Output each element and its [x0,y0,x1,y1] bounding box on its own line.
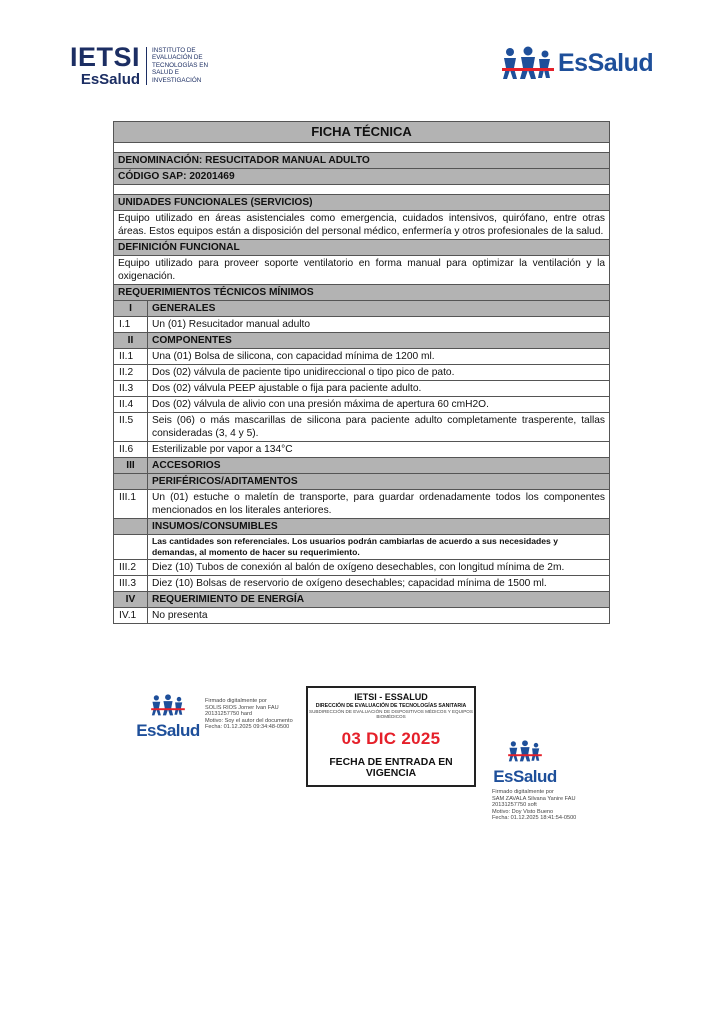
stamp-title: IETSI - ESSALUD [354,692,428,702]
unidades-heading: UNIDADES FUNCIONALES (SERVICIOS) [114,195,610,211]
item-text: Diez (10) Bolsas de reservorio de oxígeno desechables; capacidad mínima de 1500 ml. [148,576,610,592]
subsection-label: PERIFÉRICOS/ADITAMENTOS [148,474,610,490]
item-number: II.3 [114,381,148,397]
item-text: Esterilizable por vapor a 134°C [148,442,610,458]
essalud-signature-logo [492,740,558,787]
item-number: III.2 [114,560,148,576]
blank-row [114,185,610,195]
stamp-direction: DIRECCIÓN DE EVALUACIÓN DE TECNOLOGÍAS SANITARIA [315,703,467,709]
essalud-signature-word: EsSalud [136,721,200,740]
ietsi-logo-sub: EsSalud [80,71,141,88]
section-label: GENERALES [148,301,610,317]
item-number: IV.1 [114,608,148,624]
item-number: I.1 [114,317,148,333]
section-number: II [114,333,148,349]
section-label: COMPONENTES [148,333,610,349]
item-number: II.5 [114,413,148,442]
item-text: Una (01) Bolsa de silicona, con capacidad mínima de 1200 ml. [148,349,610,365]
item-text: Dos (02) válvula de alivio con una presión máxima de apertura 60 cmH2O. [148,397,610,413]
section-number: I [114,301,148,317]
family-icon [507,740,543,762]
stamp-date: 03 DIC 2025 [341,729,441,748]
empty-cell [114,474,148,490]
section-number: III [114,458,148,474]
item-number: II.4 [114,397,148,413]
stamp-footer: FECHA DE ENTRADA EN VIGENCIA [329,757,453,779]
item-text: Diez (10) Tubos de conexión al balón de oxígeno desechables, con longitud mínima de 2m. [148,560,610,576]
subsection-label: INSUMOS/CONSUMIBLES [148,519,610,535]
item-number: II.2 [114,365,148,381]
codigo-sap: CÓDIGO SAP: 20201469 [114,169,610,185]
empty-cell [114,519,148,535]
denominacion: DENOMINACIÓN: RESUCITADOR MANUAL ADULTO [114,153,610,169]
unidades-text: Equipo utilizado en áreas asistenciales como emergencia, cuidados intensivos, quirófano, entre otras áreas. Estos equipos están a disposición del personal médico, enfermería y otros profesionales de la salud. [114,211,610,240]
item-number: II.1 [114,349,148,365]
blank-row [114,143,610,153]
item-number: II.6 [114,442,148,458]
definicion-text: Equipo utilizado para proveer soporte ventilatorio en forma manual para optimizar la ventilación y la oxigenación. [114,256,610,285]
digital-signature-right [492,740,576,822]
essalud-signature-word: EsSalud [493,767,557,786]
item-number: III.3 [114,576,148,592]
section-label: REQUERIMIENTO DE ENERGÍA [148,592,610,608]
item-text: Dos (02) válvula PEEP ajustable o fija para paciente adulto. [148,381,610,397]
item-text: No presenta [148,608,610,624]
ietsi-logo-big: IETSI [70,42,141,72]
essalud-signature-logo [135,694,201,741]
item-text: Un (01) Resucitador manual adulto [148,317,610,333]
digital-signature-left [135,694,293,741]
item-text: Seis (06) o más mascarillas de silicona para paciente adulto completamente trasperente, tallas consideradas (3, 4 y 5). [148,413,610,442]
empty-cell [114,535,148,560]
vigencia-stamp [306,686,476,787]
signature-text: Firmado digitalmente por SOLIS RIOS Jorner Ivan FAU 20131257750 hard Motivo: Soy el autor del documento Fecha: 01.12.2025 09:34:48-0500 [205,698,293,731]
item-text: Dos (02) válvula de paciente tipo unidireccional o tipo pico de pato. [148,365,610,381]
stamp-subdirection: SUBDIRECCIÓN DE EVALUACIÓN DE DISPOSITIVOS MÉDICOS Y EQUIPOS BIOMÉDICOS [309,709,473,719]
section-number: IV [114,592,148,608]
family-icon [150,694,186,716]
definicion-heading: DEFINICIÓN FUNCIONAL [114,240,610,256]
item-number: III.1 [114,490,148,519]
item-text: Un (01) estuche o maletín de transporte, para guardar ordenadamente todos los componentes mencionados en los literales anteriores. [148,490,610,519]
section-label: ACCESORIOS [148,458,610,474]
signature-text: Firmado digitalmente por SAM ZAVALA Silvana Yanire FAU 20131257750 soft Motivo: Doy Visto Bueno Fecha: 01.12.2025 18:41:54-0500 [492,789,577,822]
essalud-logo [502,46,653,80]
ficha-title: FICHA TÉCNICA [114,122,610,143]
essalud-logo-word: EsSalud [558,48,654,77]
ficha-tecnica-table [113,121,610,624]
ietsi-logo-separator [146,47,147,85]
requerimientos-heading: REQUERIMIENTOS TÉCNICOS MÍNIMOS [114,285,610,301]
family-icon [502,46,554,80]
ietsi-logo-description: INSTITUTO DE EVALUACIÓN DE TECNOLOGÍAS EN SALUD E INVESTIGACIÓN [152,46,208,84]
insumos-note: Las cantidades son referenciales. Los usuarios podrán cambiarlas de acuerdo a sus necesidades y demandas, al momento de hacer su requerimiento. [148,535,610,560]
ietsi-logo [70,44,208,87]
